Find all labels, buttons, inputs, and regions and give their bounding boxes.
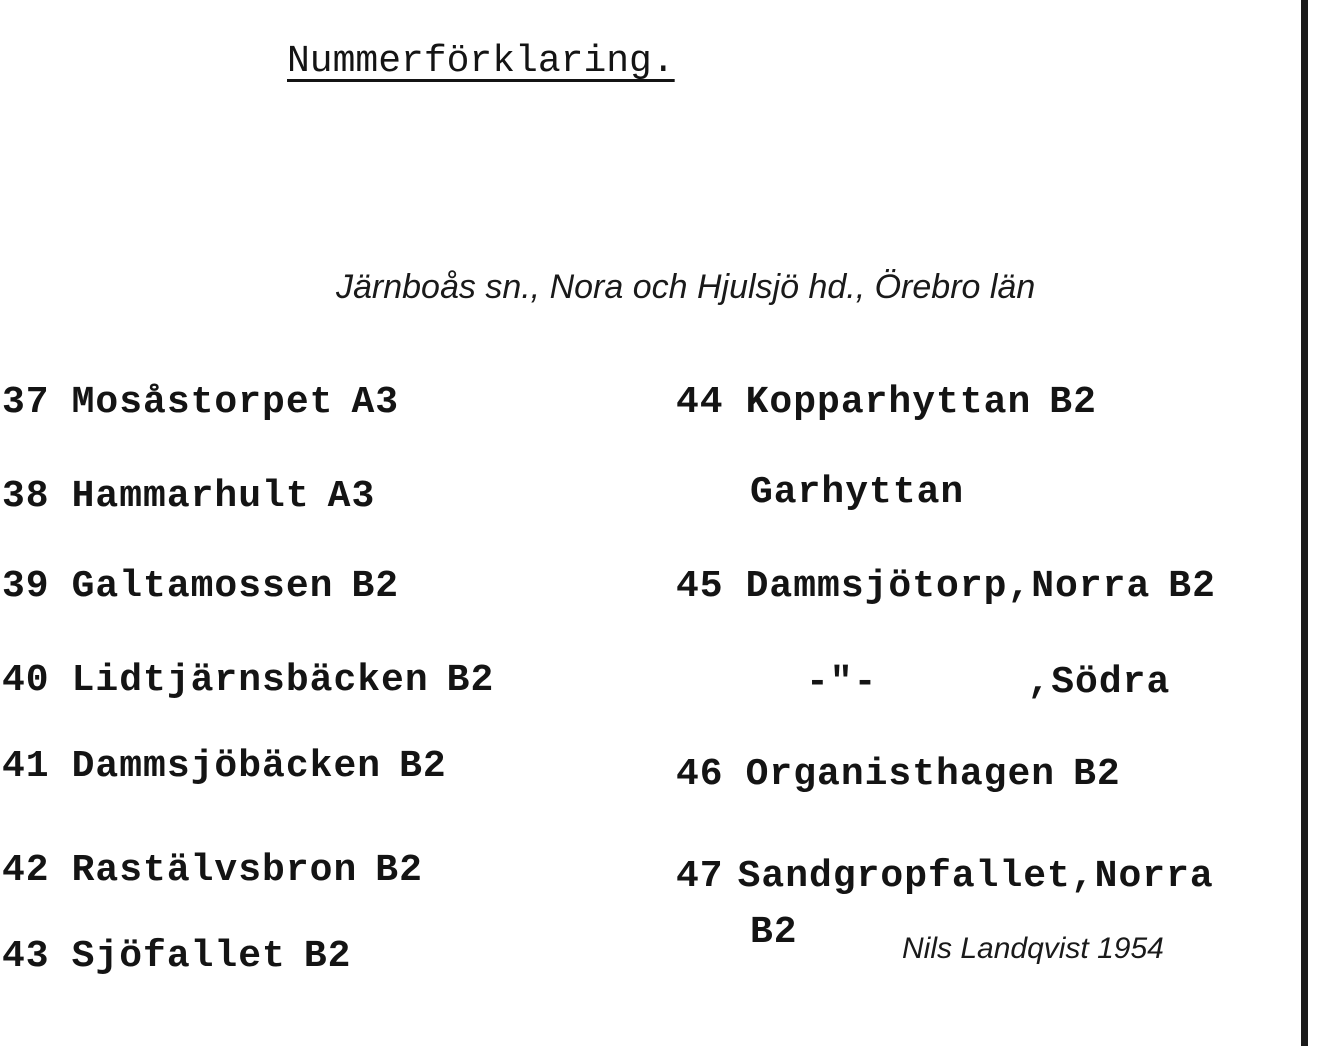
list-item <box>2 935 352 978</box>
entry-number: 38 <box>2 475 50 518</box>
entry-grid: A3 <box>327 475 376 518</box>
entry-number: 44 <box>676 381 724 424</box>
entry-name: Garhyttan <box>750 471 965 514</box>
entry-name: Kopparhyttan <box>745 381 1032 424</box>
list-item <box>2 381 400 424</box>
entry-grid: B2 <box>375 849 423 892</box>
entry-name: Rastälvsbron <box>71 849 358 892</box>
list-item <box>676 753 1121 796</box>
entry-grid: B2 <box>1049 381 1097 424</box>
entry-number: 46 <box>676 753 724 796</box>
parish-subtitle: Järnboås sn., Nora och Hjulsjö hd., Örebro län <box>336 268 1036 306</box>
entry-name: ,Södra <box>1027 661 1171 704</box>
entry-grid: B2 <box>399 745 447 788</box>
list-item <box>676 381 1097 424</box>
entry-number: 43 <box>2 935 50 978</box>
list-item-continuation <box>750 911 798 954</box>
entry-name: Sjöfallet <box>71 935 286 978</box>
entry-grid: B2 <box>1073 753 1121 796</box>
list-item <box>676 855 1214 898</box>
entry-name: Dammsjötorp,Norra <box>745 565 1151 608</box>
ditto-mark: -"- <box>806 661 878 704</box>
entry-number: 45 <box>676 565 724 608</box>
list-item <box>2 475 376 518</box>
entry-grid: B2 <box>446 659 495 702</box>
list-item <box>2 659 495 702</box>
list-item <box>2 745 447 788</box>
list-item <box>676 565 1216 608</box>
page-title: Nummerförklaring. <box>287 40 675 83</box>
list-item-continuation <box>806 661 1171 704</box>
entry-number: 39 <box>2 565 50 608</box>
entry-grid: B2 <box>351 565 400 608</box>
page-edge-border <box>1301 0 1308 1046</box>
entry-grid: B2 <box>750 911 798 954</box>
entry-grid: B2 <box>1168 565 1216 608</box>
entry-grid: A3 <box>351 381 400 424</box>
entry-name: Galtamossen <box>71 565 334 608</box>
entry-name: Hammarhult <box>71 475 310 518</box>
entry-number: 47 <box>676 855 724 898</box>
entry-number: 41 <box>2 745 50 788</box>
list-item-continuation <box>750 471 965 514</box>
entry-number: 37 <box>2 381 50 424</box>
entry-name: Sandgropfallet,Norra <box>737 855 1214 898</box>
entry-name: Organisthagen <box>745 753 1056 796</box>
author-signature: Nils Landqvist 1954 <box>902 932 1164 965</box>
list-item <box>2 849 423 892</box>
entry-number: 42 <box>2 849 50 892</box>
entry-name: Mosåstorpet <box>71 381 334 424</box>
entry-grid: B2 <box>303 935 352 978</box>
entry-name: Lidtjärnsbäcken <box>71 659 429 702</box>
list-item <box>2 565 400 608</box>
entry-number: 40 <box>2 659 50 702</box>
entry-name: Dammsjöbäcken <box>71 745 382 788</box>
